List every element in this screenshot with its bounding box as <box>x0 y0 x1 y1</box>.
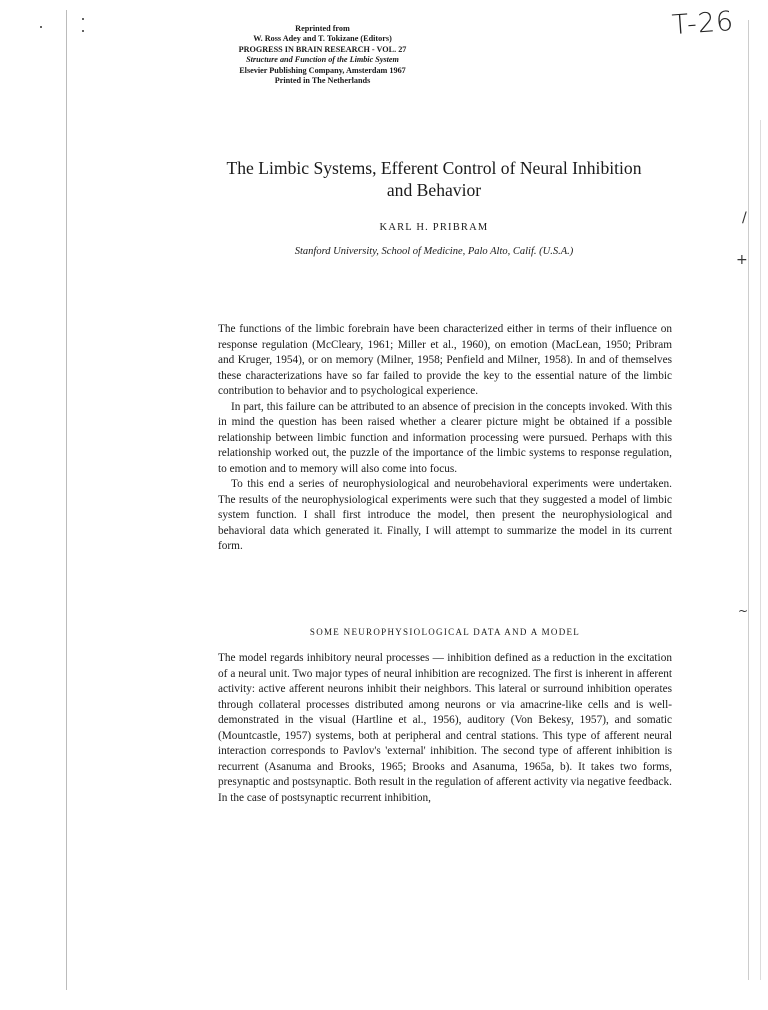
paper-title-line2: and Behavior <box>386 180 482 200</box>
body-text-section <box>218 651 672 806</box>
scan-speck <box>82 30 84 32</box>
reprint-book-title: Structure and Function of the Limbic System <box>246 55 399 65</box>
section-heading: SOME NEUROPHYSIOLOGICAL DATA AND A MODEL <box>309 627 581 637</box>
paragraph: The model regards inhibitory neural processes — inhibition defined as a reduction in the excitation of a neural unit. Two major types of neural inhibition are recognized. The first is inherent in afferent activity: active afferent neurons inhibit their neighbors. This lateral or surround inhibition operates through collateral processes distributed among neurons or via amacrine-like cells and is well-demonstrated in the visual (Hartline et al., 1956), auditory (Von Bekesy, 1957), and somatic (Mountcastle, 1957) systems, both at peripheral and central stations. This type of afferent neural interaction corresponds to Pavlov's 'external' inhibition. The second type of afferent inhibition is recurrent (Asanuma and Brooks, 1965; Brooks and Asanuma, 1965a, b). It takes two forms, presynaptic and postsynaptic. Both result in the regulation of afferent activity via negative feedback. In the case of postsynaptic recurrent inhibition, <box>218 652 672 804</box>
affiliation: Stanford University, School of Medicine, Palo Alto, Calif. (U.S.A.) <box>294 246 574 257</box>
reprint-publisher: Elsevier Publishing Company, Amsterdam 1967 <box>239 65 406 75</box>
paper-title-line1: The Limbic Systems, Efferent Control of Neural Inhibition <box>226 158 642 178</box>
scan-speck <box>40 26 42 28</box>
paragraph: To this end a series of neurophysiological and neurobehavioral experiments were undertaken. The results of the neurophysiological experiments were such that they suggested a model of limbic system function. I shall first introduce the model, then present the neurophysiological and behavioral data which generated it. Finally, I will attempt to summarize the model in its current form. <box>218 478 672 552</box>
right-margin-mark: ~ <box>738 604 749 618</box>
right-margin-mark: + <box>736 252 748 268</box>
reprint-line: Reprinted from <box>295 24 350 33</box>
right-margin-mark: / <box>742 210 747 226</box>
right-scan-edge-2 <box>760 120 761 980</box>
handwritten-mark: T-26 <box>670 5 736 42</box>
author: KARL H. PRIBRAM <box>379 222 489 233</box>
reprint-editors: W. Ross Adey and T. Tokizane (Editors) <box>253 34 392 44</box>
left-scan-edge <box>66 10 67 990</box>
body-text-intro <box>218 322 672 555</box>
reprint-printed: Printed in The Netherlands <box>274 76 371 86</box>
reprint-series: PROGRESS IN BRAIN RESEARCH - VOL. 27 <box>238 44 407 54</box>
right-scan-edge <box>748 20 749 980</box>
paper-title <box>200 157 668 201</box>
paragraph: The functions of the limbic forebrain have been characterized either in terms of their influence on response regulation (McCleary, 1961; Miller et al., 1960), on emotion (MacLean, 1950; Pribram and Kruger, 1954), or on memory (Milner, 1958; Penfield and Milner, 1958). In and of themselves these characterizations have so far failed to provide the key to the essential nature of the limbic contribution to behavior and to psychological experience. <box>218 323 672 397</box>
paragraph: In part, this failure can be attributed to an absence of precision in the concepts invoked. With this in mind the question has been raised whether a clearer picture might be obtained if a possible relationship between limbic function and information processing were pursued. Perhaps with this relationship worked out, the puzzle of the importance of the limbic systems to response regulation, to emotion and to memory will also come into focus. <box>218 400 672 475</box>
scan-speck <box>82 18 84 20</box>
reprint-header <box>205 24 440 86</box>
